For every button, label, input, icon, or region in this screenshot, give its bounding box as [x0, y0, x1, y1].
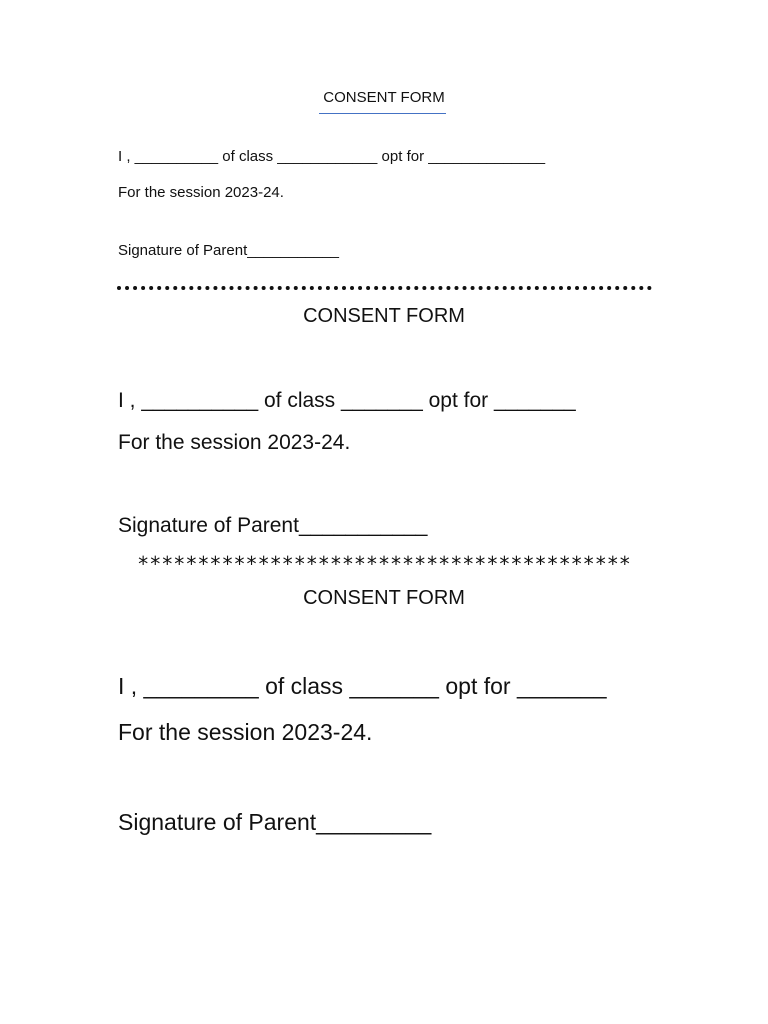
form2-student-line: I , __________ of class _______ opt for _______ — [118, 389, 576, 412]
form2-title: CONSENT FORM — [303, 305, 465, 327]
dotted-divider — [117, 286, 652, 290]
form1-title: CONSENT FORM — [323, 89, 445, 106]
form1-title-underline — [319, 113, 446, 114]
form3-student-line: I , _________ of class _______ opt for _______ — [118, 673, 607, 699]
form2-signature-line: Signature of Parent___________ — [118, 514, 428, 537]
star-divider: ***************************************** — [137, 552, 631, 576]
form1-student-line: I , __________ of class ____________ opt for ______________ — [118, 148, 546, 165]
form1-session-line: For the session 2023-24. — [118, 184, 284, 201]
form3-session-line: For the session 2023-24. — [118, 719, 373, 745]
form3-title: CONSENT FORM — [303, 587, 465, 609]
form3-signature-line: Signature of Parent_________ — [118, 809, 432, 835]
form2-session-line: For the session 2023-24. — [118, 431, 351, 454]
form1-signature-line: Signature of Parent___________ — [118, 242, 340, 259]
